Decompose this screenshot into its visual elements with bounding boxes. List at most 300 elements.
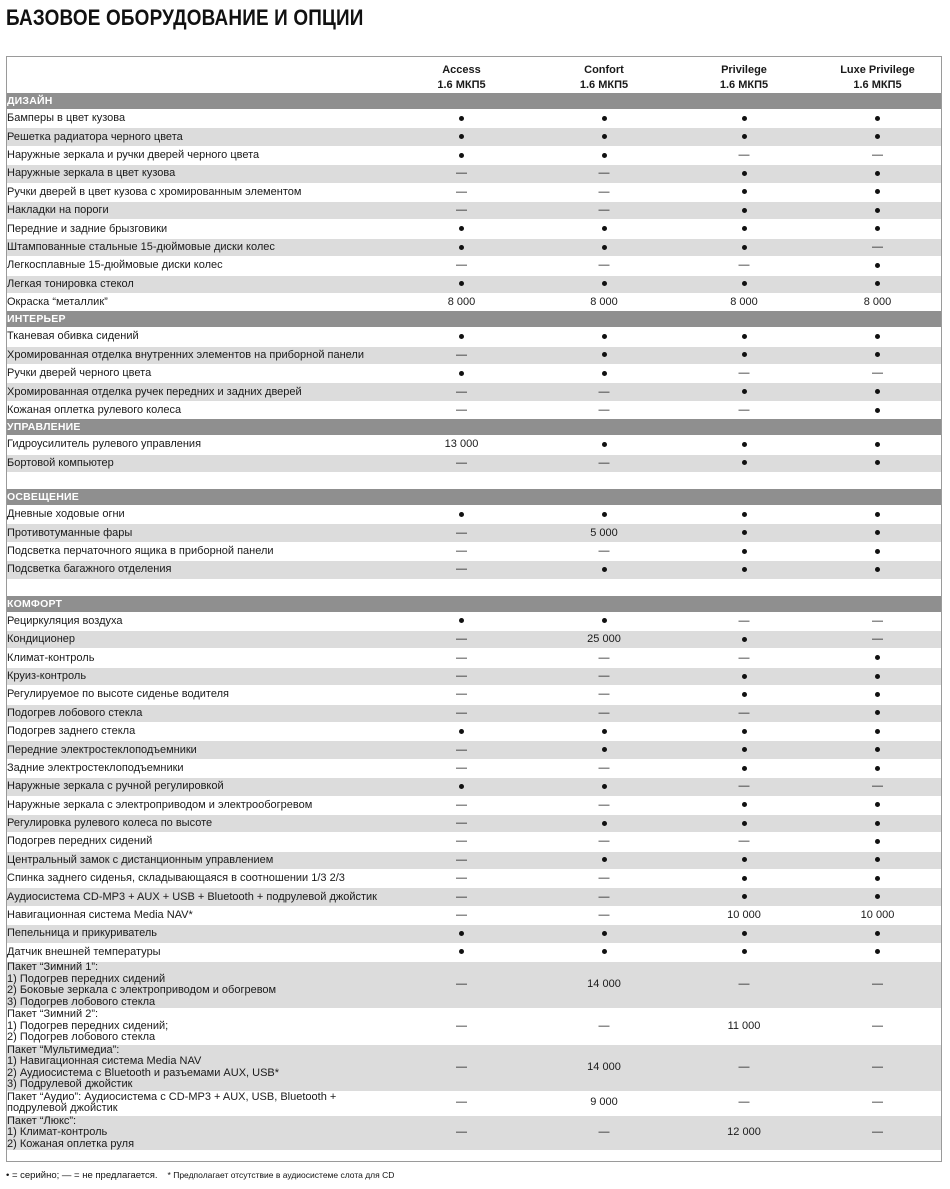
value-cell (814, 257, 941, 275)
standard-dot-icon (602, 512, 607, 517)
standard-dot-icon (742, 512, 747, 517)
column-trim-name: Privilege (721, 64, 767, 76)
value-cell (814, 851, 941, 869)
standard-dot-icon (602, 618, 607, 623)
value-cell (534, 128, 674, 146)
spacer-row (7, 579, 941, 596)
table-row (7, 759, 941, 777)
standard-dot-icon (459, 281, 464, 286)
value-cell (814, 436, 941, 454)
standard-dot-icon (875, 460, 880, 465)
value-cell (674, 796, 814, 814)
feature-label: Накладки на пороги (7, 201, 389, 219)
value-cell: — (674, 833, 814, 851)
table-row (7, 275, 941, 293)
value-cell: — (389, 1091, 534, 1115)
standard-dot-icon (875, 281, 880, 286)
value-cell: — (814, 962, 941, 1009)
standard-dot-icon (875, 729, 880, 734)
value-cell (674, 722, 814, 740)
value-cell (674, 346, 814, 364)
value-cell: 10 000 (674, 906, 814, 924)
table-row (7, 630, 941, 648)
value-cell: — (534, 165, 674, 183)
section-title: УПРАВЛЕНИЕ (7, 419, 941, 436)
value-cell (674, 561, 814, 579)
feature-label: Ручки дверей в цвет кузова с хромированным элементом (7, 183, 389, 201)
value-cell (389, 110, 534, 128)
value-cell (814, 759, 941, 777)
value-cell: — (534, 667, 674, 685)
value-cell: — (389, 686, 534, 704)
standard-dot-icon (875, 352, 880, 357)
standard-dot-icon (459, 371, 464, 376)
standard-dot-icon (602, 153, 607, 158)
value-cell (674, 667, 814, 685)
value-cell: — (534, 870, 674, 888)
standard-dot-icon (875, 747, 880, 752)
value-cell: — (534, 1009, 674, 1045)
footnote (6, 1168, 394, 1183)
standard-dot-icon (602, 949, 607, 954)
value-cell: — (389, 741, 534, 759)
value-cell: — (534, 383, 674, 401)
package-label (7, 1115, 389, 1150)
column-trim-name: Access (442, 64, 481, 76)
feature-label: Регулировка рулевого колеса по высоте (7, 814, 389, 832)
standard-dot-icon (742, 931, 747, 936)
value-cell: — (534, 542, 674, 560)
value-cell: — (534, 257, 674, 275)
package-label (7, 1091, 389, 1115)
standard-dot-icon (875, 134, 880, 139)
value-cell: — (389, 851, 534, 869)
table-row (7, 128, 941, 146)
column-header (814, 57, 941, 93)
value-cell (814, 183, 941, 201)
value-cell: — (814, 778, 941, 796)
spacer-cell (7, 579, 941, 596)
standard-dot-icon (602, 134, 607, 139)
value-cell: — (674, 146, 814, 164)
standard-dot-icon (602, 226, 607, 231)
standard-dot-icon (459, 334, 464, 339)
value-cell: 10 000 (814, 906, 941, 924)
standard-dot-icon (875, 949, 880, 954)
feature-label: Хромированная отделка ручек передних и задних дверей (7, 383, 389, 401)
value-cell: — (534, 201, 674, 219)
standard-dot-icon (875, 710, 880, 715)
value-cell: 14 000 (534, 962, 674, 1009)
section-header-row (7, 93, 941, 110)
package-row (7, 962, 941, 1009)
section-title: ИНТЕРЬЕР (7, 311, 941, 328)
value-cell: — (389, 524, 534, 542)
value-cell (389, 275, 534, 293)
value-cell: — (534, 1115, 674, 1150)
table-row (7, 925, 941, 943)
value-cell: — (389, 561, 534, 579)
table-row (7, 906, 941, 924)
value-cell (674, 454, 814, 472)
value-cell (674, 759, 814, 777)
standard-dot-icon (742, 747, 747, 752)
value-cell: — (389, 630, 534, 648)
value-cell: — (674, 962, 814, 1009)
value-cell (534, 851, 674, 869)
standard-dot-icon (875, 674, 880, 679)
standard-dot-icon (602, 729, 607, 734)
standard-dot-icon (602, 352, 607, 357)
feature-label: Ручки дверей черного цвета (7, 365, 389, 383)
value-cell (674, 383, 814, 401)
value-cell (534, 238, 674, 256)
value-cell (674, 275, 814, 293)
value-cell: — (389, 542, 534, 560)
value-cell (814, 275, 941, 293)
standard-dot-icon (875, 894, 880, 899)
value-cell: 9 000 (534, 1091, 674, 1115)
value-cell: 5 000 (534, 524, 674, 542)
feature-label: Подогрев передних сидений (7, 833, 389, 851)
package-line: Пакет “Зимний 2”: (7, 1008, 99, 1021)
standard-dot-icon (875, 931, 880, 936)
value-cell: — (534, 401, 674, 419)
column-engine: 1.6 МКП5 (579, 79, 629, 91)
value-cell: — (674, 612, 814, 630)
value-cell (674, 128, 814, 146)
standard-dot-icon (742, 460, 747, 465)
section-title: КОМФОРТ (7, 596, 941, 613)
value-cell: — (674, 1091, 814, 1115)
standard-dot-icon (742, 549, 747, 554)
value-cell (674, 201, 814, 219)
package-line: 3) Подогрев лобового стекла (7, 995, 156, 1008)
table-row (7, 454, 941, 472)
spacer-cell (7, 472, 941, 489)
footnote-legend: • = серийно; — = не предлагается. (6, 1170, 158, 1181)
standard-dot-icon (602, 245, 607, 250)
column-header (674, 57, 814, 93)
value-cell (814, 165, 941, 183)
feature-label: Хромированная отделка внутренних элементов на приборной панели (7, 346, 389, 364)
footnote-note: * Предполагает отсутствие в аудиосистеме слота для CD (167, 1170, 395, 1180)
value-cell: — (674, 1044, 814, 1091)
value-cell: 11 000 (674, 1009, 814, 1045)
value-cell: — (389, 346, 534, 364)
column-engine: 1.6 МКП5 (719, 79, 769, 91)
value-cell: — (534, 888, 674, 906)
package-label (7, 962, 389, 1009)
value-cell: — (389, 383, 534, 401)
value-cell (389, 146, 534, 164)
standard-dot-icon (602, 281, 607, 286)
section-header-row (7, 311, 941, 328)
section-title: ДИЗАЙН (7, 93, 941, 110)
standard-dot-icon (459, 931, 464, 936)
value-cell: — (814, 630, 941, 648)
feature-label: Штампованные стальные 15-дюймовые диски колес (7, 238, 389, 256)
standard-dot-icon (459, 512, 464, 517)
value-cell: 12 000 (674, 1115, 814, 1150)
header-row (7, 57, 941, 93)
value-cell (814, 506, 941, 524)
value-cell (814, 686, 941, 704)
table-row (7, 722, 941, 740)
value-cell (814, 220, 941, 238)
standard-dot-icon (742, 116, 747, 121)
package-row (7, 1091, 941, 1115)
standard-dot-icon (742, 334, 747, 339)
table-row (7, 833, 941, 851)
value-cell: — (534, 454, 674, 472)
value-cell (389, 722, 534, 740)
value-cell: — (534, 704, 674, 722)
table-row (7, 814, 941, 832)
standard-dot-icon (602, 821, 607, 826)
table-row (7, 201, 941, 219)
package-label (7, 1009, 389, 1045)
section-header-row (7, 419, 941, 436)
value-cell: 8 000 (814, 293, 941, 311)
table-row (7, 238, 941, 256)
equipment-table (7, 57, 941, 1150)
standard-dot-icon (602, 747, 607, 752)
value-cell: — (389, 888, 534, 906)
table-row (7, 401, 941, 419)
value-cell: — (674, 365, 814, 383)
value-cell (814, 833, 941, 851)
value-cell: — (389, 1115, 534, 1150)
standard-dot-icon (875, 655, 880, 660)
value-cell (814, 667, 941, 685)
value-cell (814, 704, 941, 722)
table-row (7, 346, 941, 364)
standard-dot-icon (875, 567, 880, 572)
feature-label: Гидроусилитель рулевого управления (7, 436, 389, 454)
value-cell (534, 778, 674, 796)
table-row (7, 561, 941, 579)
value-cell (534, 925, 674, 943)
value-cell: — (389, 183, 534, 201)
value-cell (534, 346, 674, 364)
standard-dot-icon (875, 530, 880, 535)
feature-label: Спинка заднего сиденья, складывающаяся в соотношении 1/3 2/3 (7, 870, 389, 888)
value-cell (389, 778, 534, 796)
standard-dot-icon (742, 876, 747, 881)
value-cell (534, 506, 674, 524)
value-cell (389, 612, 534, 630)
feature-label: Подогрев заднего стекла (7, 722, 389, 740)
table-row (7, 146, 941, 164)
standard-dot-icon (742, 949, 747, 954)
standard-dot-icon (459, 245, 464, 250)
page-title: БАЗОВОЕ ОБОРУДОВАНИЕ И ОПЦИИ (6, 5, 364, 30)
feature-label: Пепельница и прикуриватель (7, 925, 389, 943)
value-cell: — (534, 759, 674, 777)
value-cell: 13 000 (389, 436, 534, 454)
standard-dot-icon (742, 857, 747, 862)
feature-label: Передние и задние брызговики (7, 220, 389, 238)
value-cell: — (534, 649, 674, 667)
value-cell (674, 165, 814, 183)
value-cell: — (389, 759, 534, 777)
standard-dot-icon (742, 637, 747, 642)
feature-label: Наружные зеркала и ручки дверей черного цвета (7, 146, 389, 164)
value-cell (534, 146, 674, 164)
standard-dot-icon (602, 371, 607, 376)
package-line: 3) Подрулевой джойстик (7, 1078, 133, 1091)
table-row (7, 220, 941, 238)
standard-dot-icon (875, 692, 880, 697)
standard-dot-icon (875, 821, 880, 826)
feature-label: Датчик внешней температуры (7, 943, 389, 961)
standard-dot-icon (875, 208, 880, 213)
standard-dot-icon (875, 766, 880, 771)
value-cell: — (389, 649, 534, 667)
feature-label: Бортовой компьютер (7, 454, 389, 472)
value-cell (674, 183, 814, 201)
value-cell: — (674, 401, 814, 419)
standard-dot-icon (742, 674, 747, 679)
value-cell (534, 110, 674, 128)
table-row (7, 365, 941, 383)
standard-dot-icon (875, 189, 880, 194)
value-cell: — (674, 704, 814, 722)
feature-label: Кожаная оплетка рулевого колеса (7, 401, 389, 419)
package-row (7, 1044, 941, 1091)
package-line: 2) Подогрев лобового стекла (7, 1031, 156, 1044)
table-row (7, 704, 941, 722)
value-cell (534, 561, 674, 579)
package-line: 1) Климат-контроль (7, 1126, 108, 1139)
standard-dot-icon (602, 784, 607, 789)
standard-dot-icon (875, 802, 880, 807)
value-cell: — (534, 183, 674, 201)
value-cell (534, 220, 674, 238)
package-line: 1) Навигационная система Media NAV (7, 1055, 202, 1068)
standard-dot-icon (875, 389, 880, 394)
feature-label: Бамперы в цвет кузова (7, 110, 389, 128)
value-cell (389, 220, 534, 238)
feature-label: Подогрев лобового стекла (7, 704, 389, 722)
column-engine: 1.6 МКП5 (853, 79, 902, 91)
package-line: 2) Кожаная оплетка руля (7, 1137, 135, 1150)
feature-label: Окраска “металлик” (7, 293, 389, 311)
value-cell: — (814, 238, 941, 256)
standard-dot-icon (875, 226, 880, 231)
value-cell (674, 328, 814, 346)
standard-dot-icon (602, 334, 607, 339)
value-cell (534, 741, 674, 759)
value-cell (814, 328, 941, 346)
standard-dot-icon (875, 334, 880, 339)
feature-label: Наружные зеркала с ручной регулировкой (7, 778, 389, 796)
value-cell (674, 220, 814, 238)
standard-dot-icon (742, 766, 747, 771)
table-row (7, 542, 941, 560)
value-cell (814, 741, 941, 759)
value-cell: — (814, 365, 941, 383)
value-cell (814, 346, 941, 364)
feature-label: Решетка радиатора черного цвета (7, 128, 389, 146)
value-cell: — (814, 146, 941, 164)
value-cell (674, 110, 814, 128)
table-row (7, 796, 941, 814)
value-cell (534, 612, 674, 630)
value-cell (814, 561, 941, 579)
value-cell: — (389, 1044, 534, 1091)
standard-dot-icon (875, 408, 880, 413)
standard-dot-icon (875, 171, 880, 176)
value-cell: — (389, 870, 534, 888)
value-cell (534, 365, 674, 383)
value-cell: — (814, 1091, 941, 1115)
value-cell: 8 000 (389, 293, 534, 311)
table-row (7, 506, 941, 524)
value-cell (814, 110, 941, 128)
value-cell: — (389, 257, 534, 275)
value-cell (674, 925, 814, 943)
package-line: подрулевой джойстик (7, 1102, 118, 1115)
value-cell: — (534, 796, 674, 814)
value-cell (674, 524, 814, 542)
table-row (7, 110, 941, 128)
feature-label: Аудиосистема CD-MP3 + AUX + USB + Bluetooth + подрулевой джойстик (7, 888, 389, 906)
table-row (7, 165, 941, 183)
standard-dot-icon (742, 281, 747, 286)
feature-label: Навигационная система Media NAV* (7, 906, 389, 924)
value-cell: — (389, 906, 534, 924)
standard-dot-icon (875, 512, 880, 517)
value-cell: — (674, 649, 814, 667)
value-cell (534, 722, 674, 740)
value-cell (674, 506, 814, 524)
table-row (7, 888, 941, 906)
spacer-row (7, 472, 941, 489)
value-cell (389, 506, 534, 524)
standard-dot-icon (742, 729, 747, 734)
standard-dot-icon (742, 821, 747, 826)
standard-dot-icon (459, 729, 464, 734)
feature-label: Передние электростеклоподъемники (7, 741, 389, 759)
table-row (7, 741, 941, 759)
value-cell (674, 238, 814, 256)
package-line: 2) Боковые зеркала с электроприводом и обогревом (7, 984, 277, 997)
package-line: 2) Аудиосистема с Bluetooth и разъемами AUX, USB* (7, 1066, 280, 1079)
value-cell: 25 000 (534, 630, 674, 648)
value-cell: — (389, 165, 534, 183)
section-title: ОСВЕЩЕНИЕ (7, 489, 941, 506)
value-cell (814, 870, 941, 888)
standard-dot-icon (742, 530, 747, 535)
standard-dot-icon (742, 389, 747, 394)
table-row (7, 328, 941, 346)
table-row (7, 612, 941, 630)
standard-dot-icon (742, 189, 747, 194)
value-cell (534, 943, 674, 961)
standard-dot-icon (875, 839, 880, 844)
package-row (7, 1009, 941, 1045)
package-line: Пакет “Зимний 1”: (7, 961, 99, 974)
table-row (7, 870, 941, 888)
value-cell (674, 870, 814, 888)
value-cell: — (674, 257, 814, 275)
value-cell (674, 436, 814, 454)
value-cell (389, 925, 534, 943)
feature-label: Легкая тонировка стекол (7, 275, 389, 293)
header-blank (7, 57, 389, 93)
